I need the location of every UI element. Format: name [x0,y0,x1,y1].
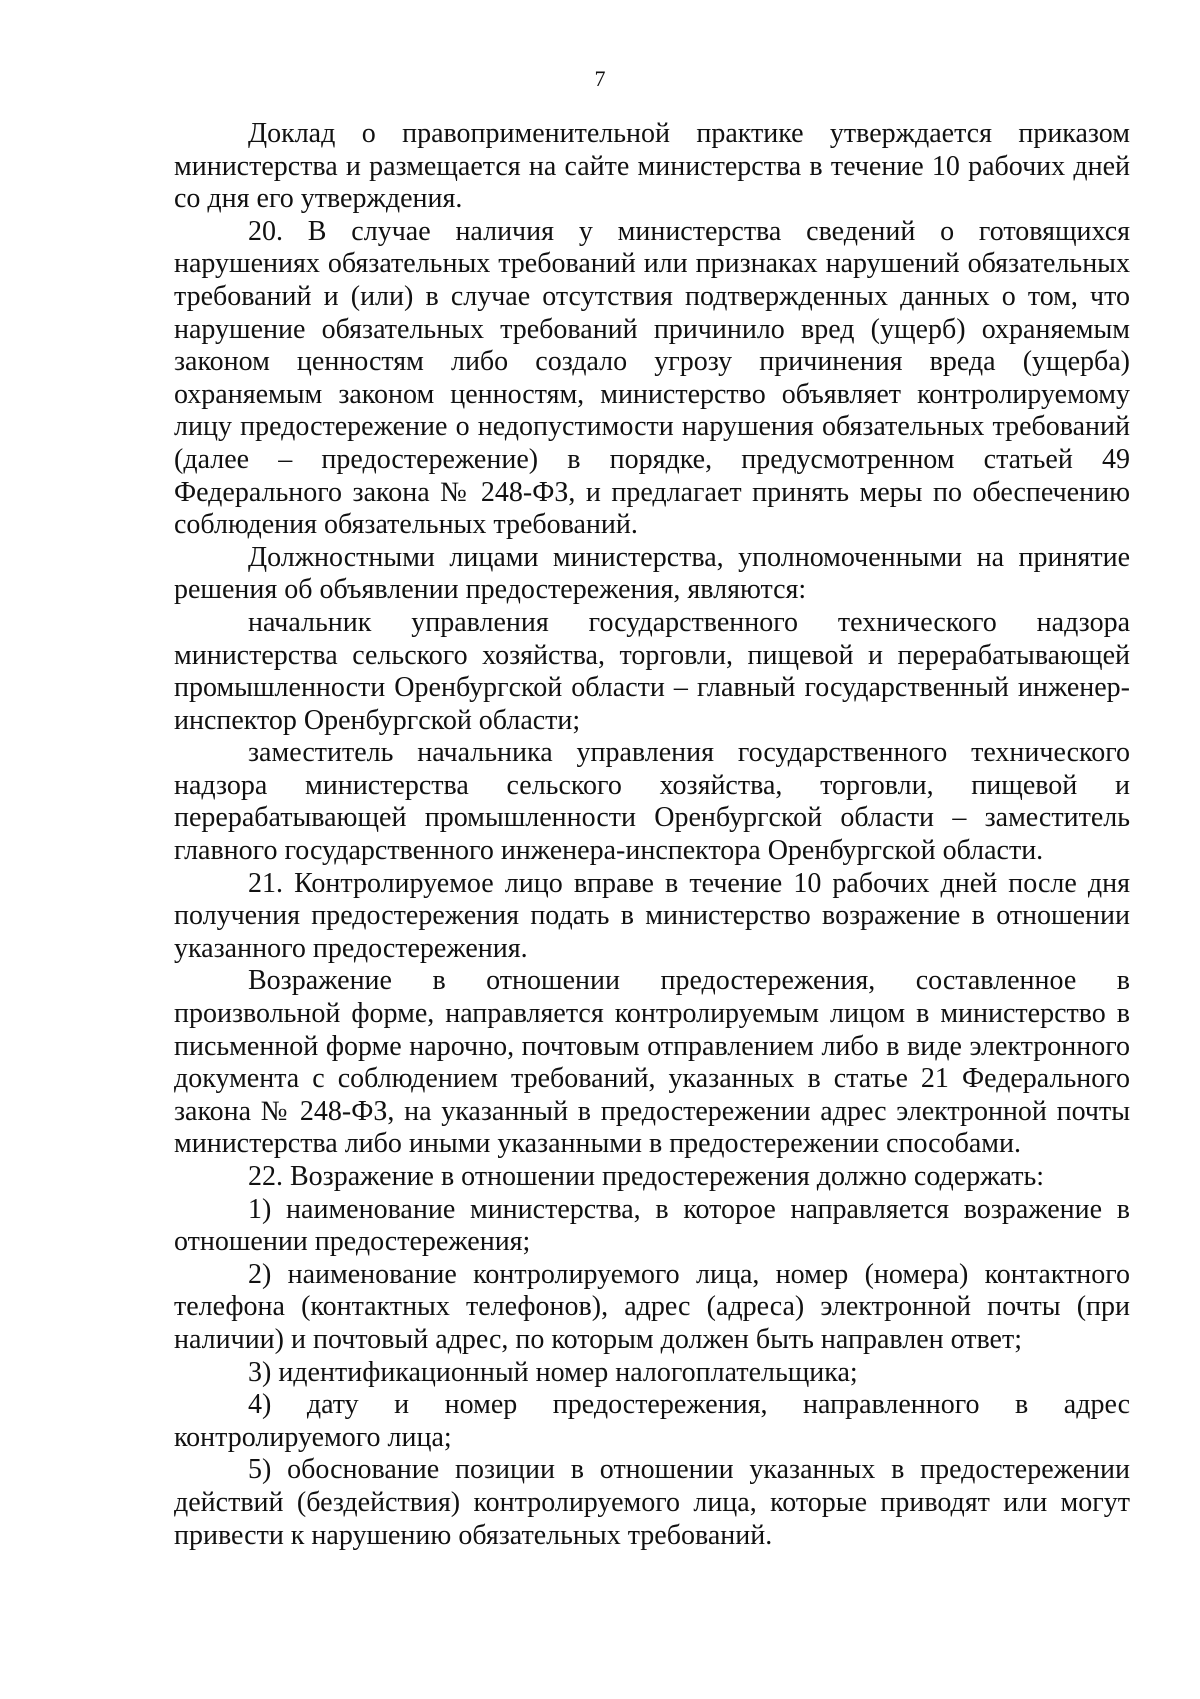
page-number: 7 [594,66,606,91]
paragraph-officials-intro: Должностными лицами министерства, уполномоченными на принятие решения об объявлении предостережения, являются: [174,541,1130,606]
paragraph-item-22-1: 1) наименование министерства, в которое направляется возражение в отношении предостережения; [174,1193,1130,1258]
paragraph-item-22-2: 2) наименование контролируемого лица, номер (номера) контактного телефона (контактных телефонов), адрес (адреса) электронной почты (при наличии) и почтовый адрес, по которым должен быть направлен ответ; [174,1258,1130,1355]
document-body [174,118,1130,1552]
paragraph-item-22-4: 4) дату и номер предостережения, направленного в адрес контролируемого лица; [174,1389,1130,1453]
paragraph-item-21: 21. Контролируемое лицо вправе в течение 10 рабочих дней после дня получения предостережения подать в министерство возражение в отношении указанного предостережения. [174,867,1130,964]
paragraph-item-20: 20. В случае наличия у министерства сведений о готовящихся нарушениях обязательных требований или признаках нарушений обязательных требований и (или) в случае отсутствия подтвержденных данных о том, что нарушение обязательных требований причинило вред (ущерб) охраняемым законом ценностям либо создало угрозу причинения вреда (ущерба) охраняемым законом ценностям, министерство объявляет контролируемому лицу предостережение о недопустимости нарушения обязательных требований (далее – предостережение) в порядке, предусмотренном статьей 49 Федерального закона № 248-ФЗ, и предлагает принять меры по обеспечению соблюдения обязательных требований. [174,215,1130,541]
paragraph-official-head: начальник управления государственного технического надзора министерства сельского хозяйства, торговли, пищевой и перерабатывающей промышленности Оренбургской области – главный государственный инженер-инспектор Оренбургской области; [174,606,1130,736]
paragraph-objection-form: Возражение в отношении предостережения, составленное в произвольной форме, направляется контролируемым лицом в министерство в письменной форме нарочно, почтовым отправлением либо в виде электронного документа с соблюдением требований, указанных в статье 21 Федерального закона № 248-ФЗ, на указанный в предостережении адрес электронной почты министерства либо иными указанными в предостережении способами. [174,965,1130,1160]
paragraph-report-approval: Доклад о правоприменительной практике утверждается приказом министерства и размещается на сайте министерства в течение 10 рабочих дней со дня его утверждения. [174,118,1130,215]
paragraph-item-22-5: 5) обоснование позиции в отношении указанных в предостережении действий (бездействия) контролируемого лица, которые приводят или могут привести к нарушению обязательных требований. [174,1454,1130,1551]
paragraph-official-deputy: заместитель начальника управления государственного технического надзора министерства сельского хозяйства, торговли, пищевой и перерабатывающей промышленности Оренбургской области – заместитель главного государственного инженера-инспектора Оренбургской области. [174,737,1130,867]
paragraph-item-22: 22. Возражение в отношении предостережения должно содержать: [248,1161,1045,1192]
paragraph-item-22-3: 3) идентификационный номер налогоплательщика; [248,1356,858,1388]
